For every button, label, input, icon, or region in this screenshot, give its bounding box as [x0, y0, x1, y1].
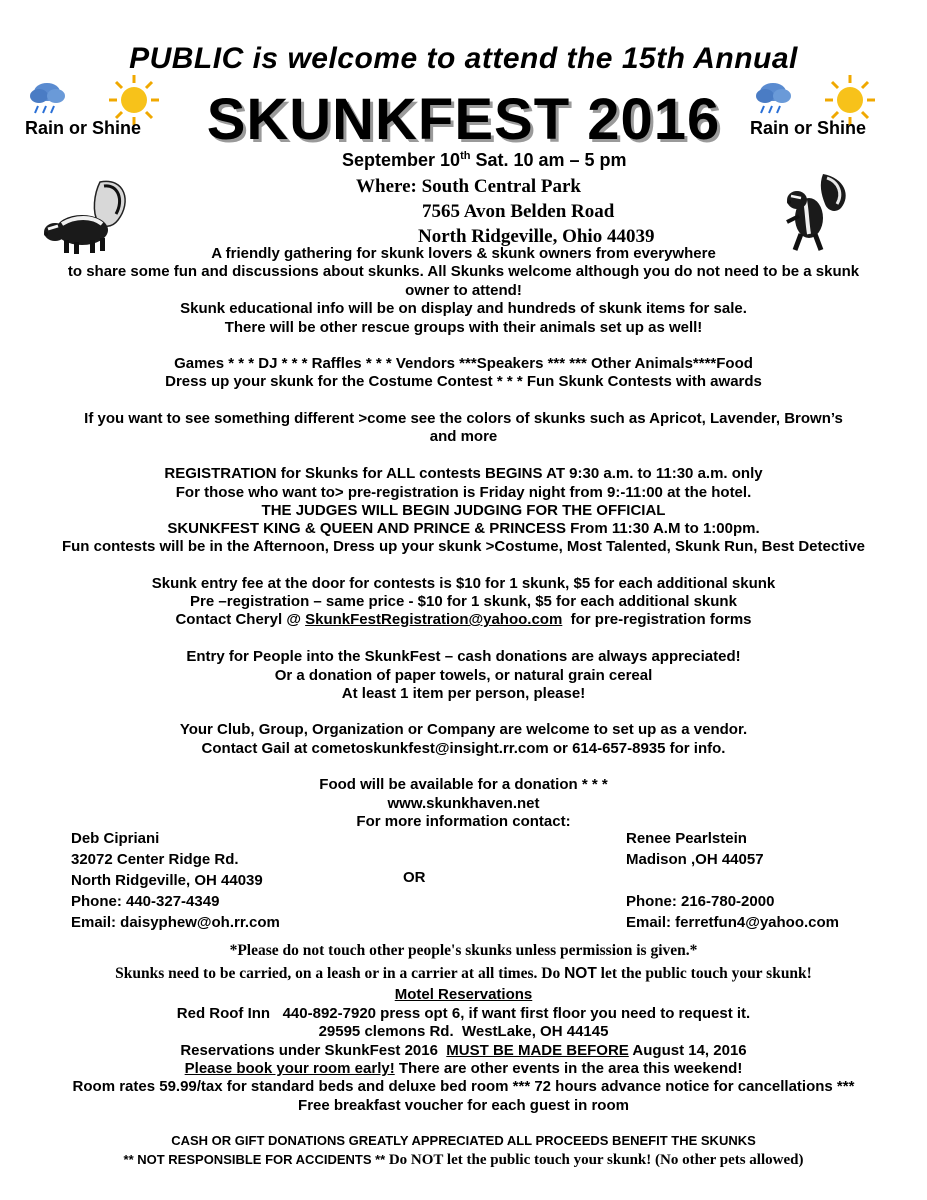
activities-line-1: Games * * * DJ * * * Raffles * * * Vendors ***Speakers *** *** Other Animals****Food — [174, 355, 753, 372]
accidents-prefix: ** NOT RESPONSIBLE FOR ACCIDENTS ** — [123, 1152, 389, 1167]
event-address-1: 7565 Avon Belden Road — [422, 201, 615, 222]
carry-rule — [0, 965, 927, 983]
vendors-line-1: Your Club, Group, Organization or Company are welcome to set up as a vendor. — [179, 721, 748, 738]
footer-accidents — [0, 1151, 927, 1169]
motel-breakfast: Free breakfast voucher for each guest in room — [298, 1097, 629, 1114]
colors-line-2: and more — [429, 428, 498, 445]
accidents-suffix: Do NOT let the public touch your skunk! (No other pets allowed) — [388, 1152, 804, 1168]
fees-contact-prefix: Contact Cheryl @ — [175, 611, 306, 628]
contact-right-name: Renee Pearlstein — [626, 830, 747, 847]
weather-left — [22, 76, 182, 146]
res-suffix: August 14, 2016 — [628, 1042, 747, 1059]
contact-left-phone: Phone: 440-327-4349 — [71, 893, 220, 910]
carry-suffix: let the public touch your skunk! — [596, 965, 812, 982]
event-date — [342, 150, 627, 171]
registration-line-2: For those who want to> pre-registration is Friday night from 9:-11:00 at the hotel. — [175, 484, 752, 501]
contact-left — [71, 828, 280, 933]
fees-line-1: Skunk entry fee at the door for contests is $10 for 1 skunk, $5 for each additional skunk — [151, 575, 776, 592]
res-prefix: Reservations under SkunkFest 2016 — [180, 1042, 447, 1059]
entry-line-2: Or a donation of paper towels, or natural grain cereal — [274, 667, 653, 684]
registration-line-5: Fun contests will be in the Afternoon, Dress up your skunk >Costume, Most Talented, Skunk Run, Best Detective — [61, 538, 866, 555]
contact-right-email: Email: ferretfun4@yahoo.com — [626, 914, 840, 931]
motel-heading: Motel Reservations — [394, 986, 533, 1003]
footer-donations: CASH OR GIFT DONATIONS GREATLY APPRECIATED ALL PROCEEDS BENEFIT THE SKUNKS — [171, 1133, 756, 1148]
colors-line-1: If you want to see something different >come see the colors of skunks such as Apricot, Lavender, Brown’s — [84, 410, 843, 427]
registration-line-1: REGISTRATION for Skunks for ALL contests BEGINS AT 9:30 a.m. to 11:30 a.m. only — [164, 465, 763, 482]
motel-line-2: 29595 clemons Rd. WestLake, OH 44145 — [318, 1023, 609, 1040]
contact-left-name: Deb Cipriani — [71, 830, 160, 847]
carry-prefix: Skunks need to be carried, on a leash or in a carrier at all times. Do — [115, 965, 565, 982]
contact-left-email: Email: daisyphew@oh.rr.com — [71, 914, 280, 931]
registration-line-3: THE JUDGES WILL BEGIN JUDGING FOR THE OFFICIAL — [261, 502, 666, 519]
intro-line-5: There will be other rescue groups with their animals set up as well! — [224, 319, 703, 336]
food-line-1: Food will be available for a donation * * * — [319, 776, 608, 793]
date-suffix: Sat. 10 am – 5 pm — [470, 150, 627, 170]
rain-or-shine-left: Rain or Shine — [25, 118, 142, 138]
motel-rates: Room rates 59.99/tax for standard beds and deluxe bed room *** 72 hours advance notice for cancellations *** — [72, 1078, 855, 1095]
book-suffix: There are other events in the area this weekend! — [394, 1060, 743, 1077]
fees-contact — [0, 611, 927, 628]
date-prefix: September 10 — [342, 150, 461, 170]
date-sup: th — [460, 150, 471, 162]
fees-line-2: Pre –registration – same price - $10 for 1 skunk, $5 for each additional skunk — [190, 593, 737, 610]
contact-left-street: 32072 Center Ridge Rd. — [71, 851, 239, 868]
weather-right — [748, 76, 908, 146]
activities-line-2: Dress up your skunk for the Costume Contest * * * Fun Skunk Contests with awards — [165, 373, 762, 390]
header-intro: PUBLIC is welcome to attend the 15th Annual — [129, 42, 798, 75]
rain-or-shine-right: Rain or Shine — [750, 118, 867, 138]
event-where: Where: South Central Park — [356, 176, 581, 197]
registration-line-4: SKUNKFEST KING & QUEEN AND PRINCE & PRINCESS From 11:30 A.M to 1:00pm. — [167, 520, 760, 537]
vendors-line-2: Contact Gail at cometoskunkfest@insight.rr.com or 614-657-8935 for info. — [201, 740, 726, 757]
intro-line-2: to share some fun and discussions about skunks. All Skunks welcome although you do not need to be a skunk — [67, 263, 860, 280]
intro-line-3: owner to attend! — [405, 282, 522, 299]
carry-not: NOT — [564, 965, 597, 982]
entry-line-3: At least 1 item per person, please! — [341, 685, 586, 702]
touch-rule: *Please do not touch other people's skunks unless permission is given.* — [229, 942, 698, 959]
registration-email-link[interactable]: SkunkFestRegistration@yahoo.com — [305, 611, 563, 628]
contact-left-city: North Ridgeville, OH 44039 — [71, 872, 263, 889]
motel-reservations — [0, 1042, 927, 1059]
contact-right-city: Madison ,OH 44057 — [626, 851, 764, 868]
event-address-2: North Ridgeville, Ohio 44039 — [418, 226, 655, 247]
res-deadline: MUST BE MADE BEFORE — [446, 1042, 629, 1059]
skunk-right-icon — [775, 170, 855, 255]
or-label: OR — [403, 869, 426, 886]
entry-line-1: Entry for People into the SkunkFest – cash donations are always appreciated! — [186, 648, 741, 665]
website-link[interactable]: www.skunkhaven.net — [387, 795, 540, 812]
motel-line-1: Red Roof Inn 440-892-7920 press opt 6, if want first floor you need to request it. — [176, 1005, 751, 1022]
event-title: SKUNKFEST 2016 — [206, 87, 721, 152]
contact-right-blank — [626, 870, 839, 891]
intro-line-1: A friendly gathering for skunk lovers & skunk owners from everywhere — [211, 245, 716, 262]
contact-right-phone: Phone: 216-780-2000 — [626, 893, 775, 910]
fees-contact-suffix: for pre-registration forms — [562, 611, 752, 628]
intro-line-4: Skunk educational info will be on display and hundreds of skunk items for sale. — [180, 300, 747, 317]
book-early: Please book your room early! — [184, 1060, 395, 1077]
contact-right — [626, 828, 839, 933]
motel-book-early — [0, 1060, 927, 1077]
more-info-label: For more information contact: — [356, 813, 571, 830]
